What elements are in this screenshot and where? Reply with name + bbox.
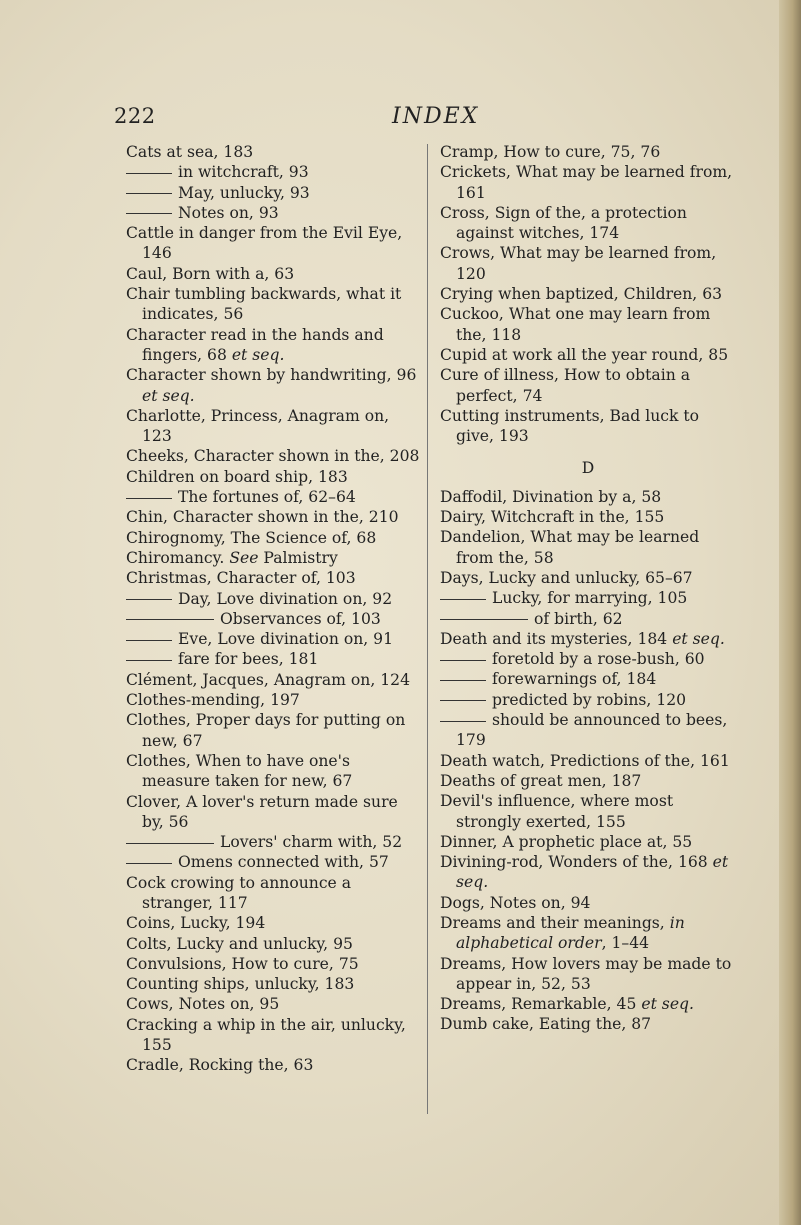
index-entry xyxy=(126,183,422,203)
index-entry xyxy=(126,548,422,568)
entry-text: Children on board ship, 183 xyxy=(126,467,348,486)
entry-text: forewarnings of, 184 xyxy=(492,670,657,689)
entry-text: Character shown by handwriting, 96 xyxy=(126,366,417,385)
index-entry xyxy=(126,162,422,182)
ditto-dash xyxy=(126,640,172,641)
index-entry xyxy=(440,243,736,284)
entry-text: Chair tumbling backwards, what it indicates, 56 xyxy=(126,285,402,324)
entry-text: Dairy, Witchcraft in the, 155 xyxy=(440,508,665,527)
index-entry xyxy=(126,1015,422,1056)
entry-text: Charlotte, Princess, Anagram on, 123 xyxy=(126,406,390,446)
entry-italic: in alphabetical order xyxy=(456,913,685,953)
entry-text: Chin, Character shown in the, 210 xyxy=(126,508,399,527)
index-entry xyxy=(126,406,422,447)
entry-italic: et seq. xyxy=(641,995,694,1014)
index-entry xyxy=(440,365,736,406)
entry-text: Dumb cake, Eating the, 87 xyxy=(440,1015,652,1034)
ditto-dash xyxy=(126,863,172,864)
index-entry xyxy=(440,751,736,771)
index-entry xyxy=(440,669,736,689)
index-entry xyxy=(440,913,736,954)
index-entry xyxy=(126,528,422,548)
entry-text: Cracking a whip in the air, unlucky, 155 xyxy=(126,1015,406,1055)
entry-text: Daffodil, Divination by a, 58 xyxy=(440,487,662,506)
index-entry xyxy=(440,852,736,893)
index-entry xyxy=(126,365,422,406)
index-entry xyxy=(440,487,736,507)
entry-text: Cuckoo, What one may learn from the, 118 xyxy=(440,305,711,344)
ditto-dash xyxy=(126,213,172,214)
entry-text: Cows, Notes on, 95 xyxy=(126,995,280,1014)
index-entry xyxy=(440,142,736,162)
entry-text: should be announced to bees, 179 xyxy=(456,711,728,750)
index-entry xyxy=(126,264,422,284)
index-entry xyxy=(440,507,736,527)
ditto-dash xyxy=(126,193,172,194)
index-entry xyxy=(126,487,422,507)
index-entry xyxy=(440,791,736,832)
entry-text: Clover, A lover's return made sure by, 56 xyxy=(126,792,398,831)
entry-text: May, unlucky, 93 xyxy=(178,183,310,202)
entry-text: Dinner, A prophetic place at, 55 xyxy=(440,832,693,851)
entry-text: Convulsions, How to cure, 75 xyxy=(126,954,359,973)
index-entry xyxy=(440,629,736,649)
entry-text: Crying when baptized, Children, 63 xyxy=(440,285,723,304)
index-entry xyxy=(126,873,422,914)
ditto-dash xyxy=(440,660,486,661)
entry-text: Divining-rod, Wonders of the, 168 xyxy=(440,853,713,872)
entry-text: Observances of, 103 xyxy=(220,609,381,628)
ditto-dash xyxy=(440,721,486,722)
entry-text: Dandelion, What may be learned from the, 58 xyxy=(440,528,700,567)
page-title: INDEX xyxy=(392,104,480,129)
ditto-dash xyxy=(440,619,528,620)
index-entry xyxy=(440,609,736,629)
ditto-dash xyxy=(440,599,486,600)
entry-text: Dreams, Remarkable, 45 xyxy=(440,995,642,1014)
index-entry xyxy=(440,710,736,751)
entry-text: foretold by a rose-bush, 60 xyxy=(492,650,705,669)
index-entry xyxy=(126,690,422,710)
index-entry xyxy=(440,994,736,1014)
index-entry xyxy=(440,690,736,710)
index-entry xyxy=(440,771,736,791)
index-entry xyxy=(126,589,422,609)
page-number: 222 xyxy=(114,104,156,128)
entry-text: Day, Love divination on, 92 xyxy=(178,589,393,608)
index-column-right xyxy=(440,142,736,1035)
ditto-dash xyxy=(126,599,172,600)
entry-text: Deaths of great men, 187 xyxy=(440,771,642,790)
index-entry xyxy=(126,710,422,751)
entry-text: Cure of illness, How to obtain a perfect, 74 xyxy=(440,366,691,405)
index-entry xyxy=(126,954,422,974)
index-entry xyxy=(440,568,736,588)
entry-text: Lovers' charm with, 52 xyxy=(220,833,403,852)
entry-text-after: Palmistry xyxy=(258,548,338,567)
index-entry xyxy=(440,345,736,365)
column-divider xyxy=(427,144,428,1114)
index-entry xyxy=(440,954,736,995)
ditto-dash xyxy=(126,619,214,620)
index-entry xyxy=(126,284,422,325)
index-entry xyxy=(126,507,422,527)
entry-text: Clothes, Proper days for putting on new, 67 xyxy=(126,711,406,750)
index-entry xyxy=(126,852,422,872)
entry-text: Counting ships, unlucky, 183 xyxy=(126,975,355,994)
entry-text: in witchcraft, 93 xyxy=(178,163,309,182)
index-entry xyxy=(440,832,736,852)
section-letter: D xyxy=(581,459,595,478)
entry-text: Eve, Love divination on, 91 xyxy=(178,630,394,649)
index-entry xyxy=(440,284,736,304)
index-entry xyxy=(126,649,422,669)
entry-text: of birth, 62 xyxy=(534,609,623,628)
entry-text: Cross, Sign of the, a protection against witches, 174 xyxy=(440,203,687,243)
index-entry xyxy=(126,751,422,792)
index-entry xyxy=(126,203,422,223)
entry-text: Cock crowing to announce a stranger, 117 xyxy=(126,873,352,912)
entry-text: predicted by robins, 120 xyxy=(492,690,687,709)
entry-italic: et seq. xyxy=(231,345,285,364)
entry-text: Chirognomy, The Science of, 68 xyxy=(126,528,377,547)
entry-text: Character read in the hands and fingers, 68 xyxy=(126,325,384,364)
entry-text: Lucky, for marrying, 105 xyxy=(492,589,688,608)
entry-text: Clothes, When to have one's measure taken for new, 67 xyxy=(126,751,353,791)
entry-text: Clothes-mending, 197 xyxy=(126,691,300,710)
index-entry xyxy=(126,994,422,1014)
entry-text: fare for bees, 181 xyxy=(178,650,319,669)
entry-text: Dogs, Notes on, 94 xyxy=(440,893,591,912)
entry-text: Coins, Lucky, 194 xyxy=(126,914,266,933)
index-entry xyxy=(126,446,422,466)
index-entry xyxy=(126,325,422,366)
index-entry xyxy=(440,203,736,244)
entry-italic: See xyxy=(229,548,259,567)
entry-text: Cradle, Rocking the, 63 xyxy=(126,1056,314,1075)
entry-text: Cheeks, Character shown in the, 208 xyxy=(126,447,420,466)
index-entry xyxy=(440,1014,736,1034)
index-entry xyxy=(126,934,422,954)
index-entry xyxy=(126,792,422,833)
index-entry xyxy=(440,162,736,203)
entry-text: Cramp, How to cure, 75, 76 xyxy=(440,143,661,161)
index-entry xyxy=(440,527,736,568)
entry-text: Chiromancy. xyxy=(126,548,230,567)
index-entry xyxy=(126,913,422,933)
ditto-dash xyxy=(126,498,172,499)
entry-text: Notes on, 93 xyxy=(178,203,279,222)
page-header xyxy=(0,104,801,134)
index-entry xyxy=(440,893,736,913)
index-entry xyxy=(126,832,422,852)
index-entry xyxy=(126,568,422,588)
index-entry xyxy=(126,1055,422,1075)
index-entry xyxy=(126,223,422,264)
entry-text: Crickets, What may be learned from, 161 xyxy=(440,163,733,202)
index-entry xyxy=(440,588,736,608)
index-column-left xyxy=(126,142,422,1076)
ditto-dash xyxy=(126,173,172,174)
index-entry xyxy=(126,609,422,629)
entry-italic: et seq. xyxy=(456,853,729,892)
entry-text: Cattle in danger from the Evil Eye, 146 xyxy=(126,224,403,263)
entry-text: Caul, Born with a, 63 xyxy=(126,264,295,283)
entry-text: Crows, What may be learned from, 120 xyxy=(440,244,717,283)
entry-text: Omens connected with, 57 xyxy=(178,853,389,872)
entry-text: Cats at sea, 183 xyxy=(126,143,254,161)
entry-text: Cupid at work all the year round, 85 xyxy=(440,345,729,364)
entry-text: Colts, Lucky and unlucky, 95 xyxy=(126,934,353,953)
ditto-dash xyxy=(126,660,172,661)
entry-text: Dreams and their meanings, xyxy=(440,913,670,932)
entry-text: Death and its mysteries, 184 xyxy=(440,629,673,648)
index-entry xyxy=(440,304,736,345)
entry-text: The fortunes of, 62–64 xyxy=(178,488,356,507)
entry-text: Christmas, Character of, 103 xyxy=(126,569,356,588)
entry-text-after: , 1–44 xyxy=(601,934,650,953)
index-entry xyxy=(126,629,422,649)
index-entry xyxy=(440,406,736,447)
entry-text: Cutting instruments, Bad luck to give, 193 xyxy=(440,406,700,446)
index-entry xyxy=(126,142,422,162)
entry-italic: et seq. xyxy=(672,629,725,648)
entry-text: Days, Lucky and unlucky, 65–67 xyxy=(440,568,693,587)
index-entry xyxy=(440,649,736,669)
entry-text: Devil's influence, where most strongly exerted, 155 xyxy=(440,792,674,831)
entry-italic: et seq. xyxy=(142,386,195,405)
entry-text: Dreams, How lovers may be made to appear in, 52, 53 xyxy=(440,954,732,993)
entry-text: Clément, Jacques, Anagram on, 124 xyxy=(126,670,411,689)
index-entry xyxy=(126,467,422,487)
ditto-dash xyxy=(126,843,214,844)
ditto-dash xyxy=(440,680,486,681)
page-edge xyxy=(779,0,801,1225)
ditto-dash xyxy=(440,700,486,701)
index-entry xyxy=(126,974,422,994)
index-entry xyxy=(126,670,422,690)
entry-text: Death watch, Predictions of the, 161 xyxy=(440,751,730,770)
